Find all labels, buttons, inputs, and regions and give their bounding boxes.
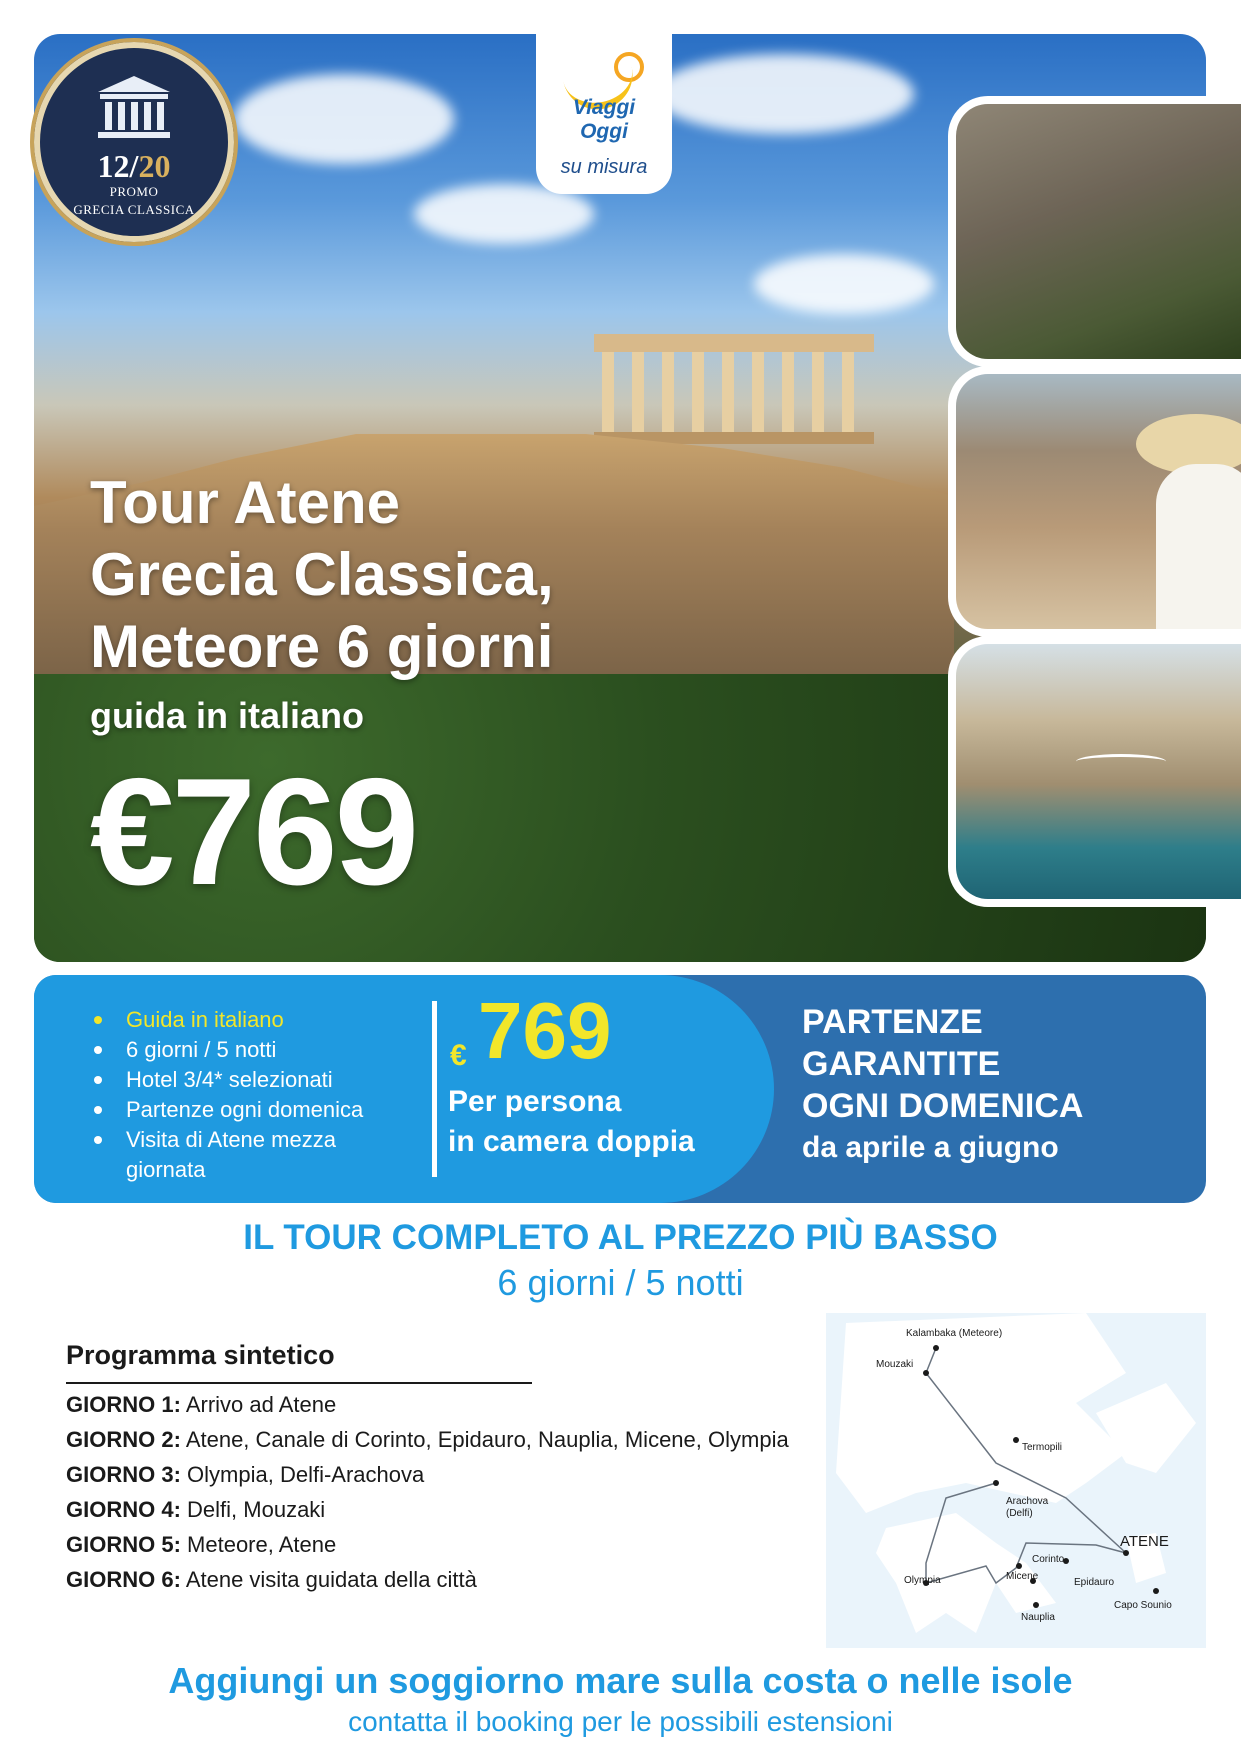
cta-subline: contatta il booking per le possibili estensioni (348, 1706, 893, 1737)
departures-line-3: OGNI DOMENICA (802, 1087, 1084, 1125)
band-price-note-1: Per persona (448, 1085, 622, 1118)
cloud (754, 254, 934, 314)
map-label: ATENE (1120, 1533, 1169, 1550)
map-dot (933, 1345, 939, 1351)
map-label: Capo Sounio (1114, 1600, 1172, 1611)
map-label: Arachova (1006, 1496, 1049, 1507)
hero-price: €769 (90, 747, 417, 917)
hero-subtitle: guida in italiano (90, 695, 365, 736)
feature-item: Visita di Atene mezza (34, 1125, 363, 1155)
program-rule (66, 1382, 532, 1384)
band-price-note-2: in camera doppia (448, 1125, 695, 1158)
cloud (654, 54, 914, 134)
map-dot (993, 1480, 999, 1486)
info-band-left (34, 975, 774, 1203)
promo-number: 12/20 (97, 148, 171, 184)
map-label: Micene (1006, 1571, 1039, 1582)
divider (432, 1001, 437, 1177)
cta-headline: Aggiungi un soggiorno mare sulla costa o nelle isole (168, 1660, 1073, 1701)
route-map (826, 1313, 1206, 1648)
cloud (234, 74, 454, 164)
parthenon-illustration (594, 334, 874, 444)
map-dot (923, 1370, 929, 1376)
subheadline: 6 giorni / 5 notti (497, 1262, 744, 1303)
route-map-svg (826, 1313, 1206, 1648)
map-label: Epidauro (1074, 1577, 1115, 1588)
feature-item: 6 giorni / 5 notti (34, 1035, 363, 1065)
map-dot (1013, 1437, 1019, 1443)
map-label: Mouzaki (876, 1359, 914, 1370)
map-label: Nauplia (1021, 1612, 1055, 1623)
hero-title-line-2: Grecia Classica, (90, 541, 554, 608)
map-label: Kalambaka (Meteore) (906, 1328, 1003, 1339)
program-title: Programma sintetico (66, 1340, 335, 1370)
map-label: Olympia (904, 1575, 941, 1586)
program-day: GIORNO 4: Delfi, Mouzaki (66, 1497, 326, 1522)
hero-title-line-3: Meteore 6 giorni (90, 613, 554, 680)
promo-subtitle: GRECIA CLASSICA (73, 202, 195, 217)
map-label: Corinto (1032, 1554, 1065, 1565)
feature-item: Hotel 3/4* selezionati (34, 1065, 363, 1095)
program-day: GIORNO 1: Arrivo ad Atene (66, 1392, 337, 1417)
meteora-photo (948, 96, 1241, 367)
band-price-currency: € (450, 1039, 467, 1072)
corinth-canal-photo (948, 636, 1241, 907)
program-day: GIORNO 3: Olympia, Delfi-Arachova (66, 1462, 425, 1487)
departures-period: da aprile a giugno (802, 1131, 1059, 1164)
promo-seal (30, 38, 238, 246)
logo-tagline: su misura (560, 156, 648, 178)
map-dot (1153, 1588, 1159, 1594)
features-list (34, 1005, 363, 1185)
feature-item: Partenze ogni domenica (34, 1095, 363, 1125)
info-band (34, 975, 1206, 1203)
brand-logo (536, 34, 672, 194)
logo-word-2: Oggi (580, 120, 628, 143)
map-label: (Delfi) (1006, 1508, 1033, 1519)
hero-title-line-1: Tour Atene (90, 469, 400, 536)
map-dot (1123, 1550, 1129, 1556)
map-label: Termopili (1022, 1442, 1063, 1453)
program-day: GIORNO 5: Meteore, Atene (66, 1532, 337, 1557)
departures-line-2: GARANTITE (802, 1045, 1001, 1083)
promo-label: PROMO (109, 184, 159, 199)
mainland-shape (836, 1313, 1126, 1513)
band-price-amount: 769 (478, 986, 612, 1075)
feature-item-continued: giornata (126, 1157, 206, 1182)
map-dot (1033, 1602, 1039, 1608)
theatre-photo (948, 366, 1241, 637)
departures-line-1: PARTENZE (802, 1003, 983, 1041)
program-day: GIORNO 2: Atene, Canale di Corinto, Epidauro, Nauplia, Micene, Olympia (66, 1427, 789, 1452)
feature-item: Guida in italiano (34, 1005, 363, 1035)
map-dot (1016, 1563, 1022, 1569)
logo-word-1: Viaggi (572, 96, 636, 119)
headline: IL TOUR COMPLETO AL PREZZO PIÙ BASSO (243, 1218, 998, 1257)
temple-icon (94, 72, 174, 142)
program-day: GIORNO 6: Atene visita guidata della città (66, 1567, 477, 1592)
